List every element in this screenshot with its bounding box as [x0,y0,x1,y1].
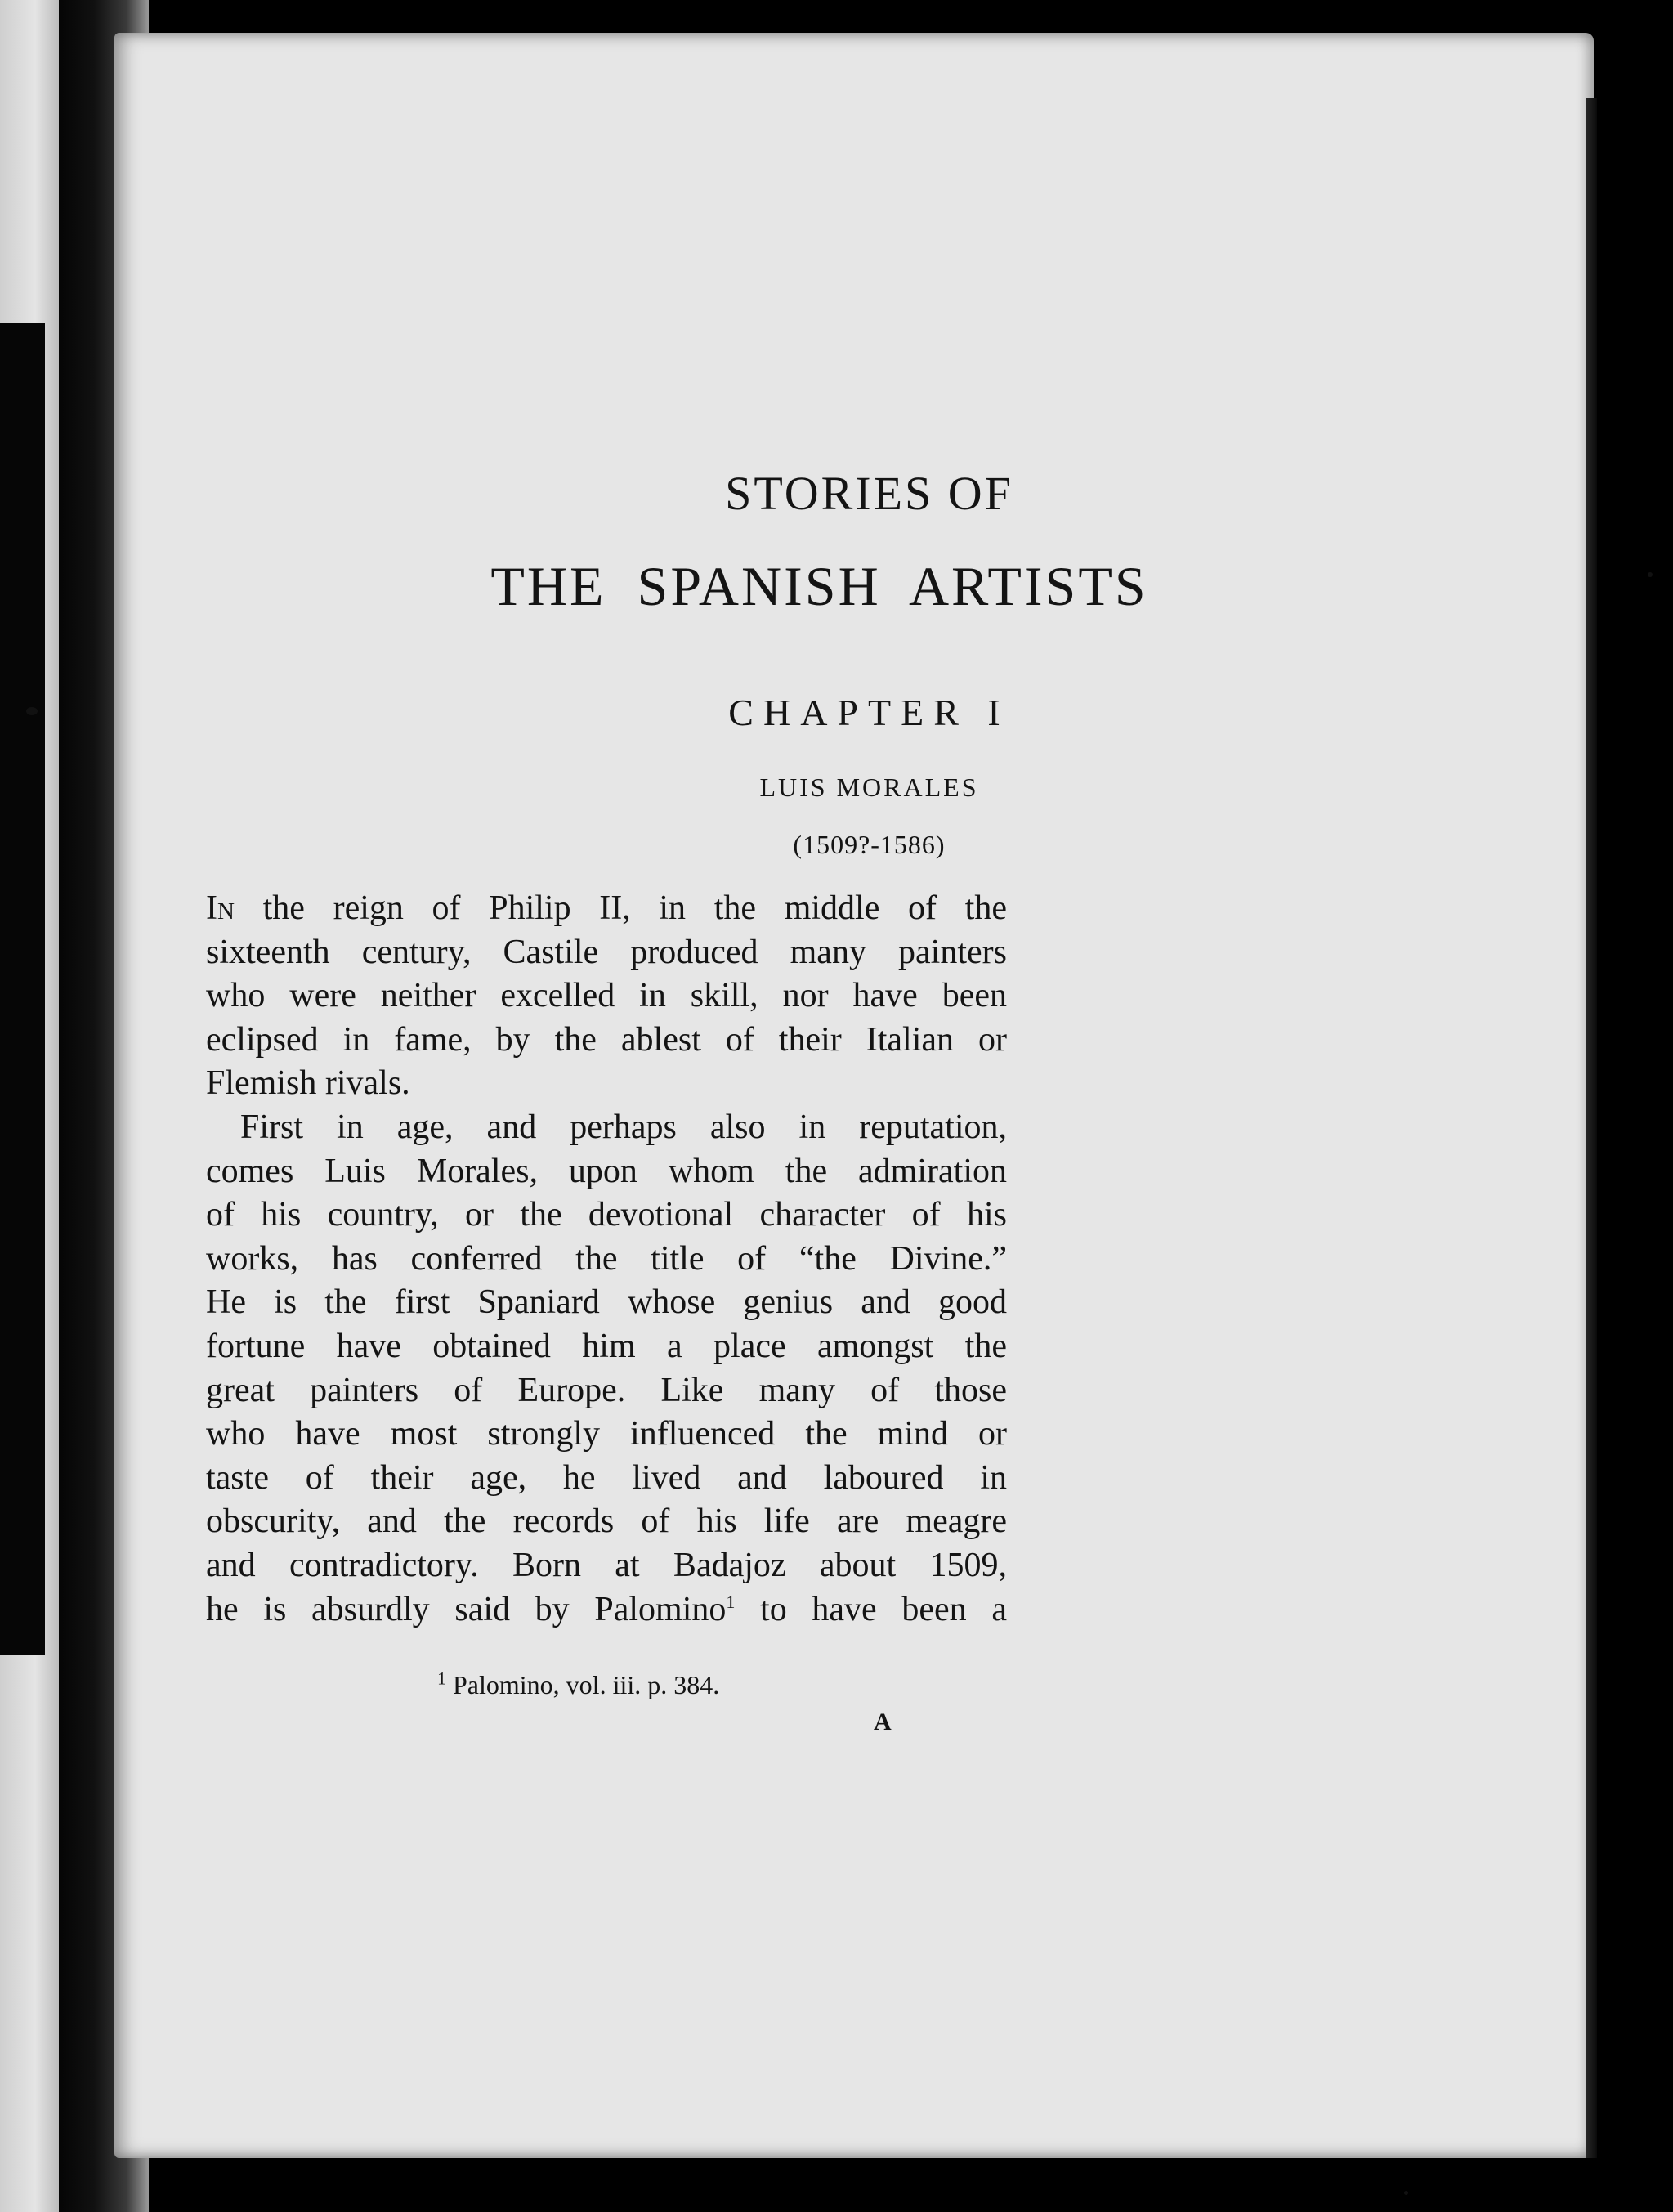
text-line: Flemish rivals. [206,1064,410,1103]
footnote-text: Palomino, vol. iii. p. 384. [453,1670,720,1699]
scan-speck [1404,2191,1408,2195]
text-line: obscurity, and the records of his life are meagre [206,1502,1007,1541]
text-line: great painters of Europe. Like many of those [206,1371,1007,1409]
paragraph [206,887,1007,1106]
text-line: He is the first Spaniard whose genius and good [206,1283,1007,1322]
text-line: and contradictory. Born at Badajoz about 1509, [206,1546,1007,1584]
text-line: comes Luis Morales, upon whom the admiration [206,1152,1007,1190]
chapter-heading: CHAPTER I [728,692,1010,733]
text-line: works, has conferred the title of “the Divine.” [206,1239,1007,1278]
page-right-edge [1586,98,1597,2158]
book-title-line-2: THE SPANISH ARTISTS [490,555,1148,617]
footnote [437,1670,719,1700]
text-line: fortune have obtained him a place amongst the [206,1327,1007,1365]
text-line: of his country, or the devotional character of his [206,1196,1007,1234]
chapter-dates: (1509?-1586) [793,830,946,859]
text-line: eclipsed in fame, by the ablest of their Italian or [206,1020,1007,1059]
text-line: he is absurdly said by Palomino$^1$ to have been a [206,1590,1007,1628]
text-line: who were neither excelled in skill, nor have been [206,977,1007,1015]
text-line: taste of their age, he lived and laboured in [206,1458,1007,1497]
body-text [206,887,1007,1632]
scan-right-margin [1594,0,1673,2212]
signature-mark: A [874,1708,892,1735]
text-line: In the reign of Philip II, in the middle of the [206,889,1007,927]
text-line: who have most strongly influenced the mind or [206,1415,1007,1453]
footnote-marker: 1 [437,1668,446,1689]
scan-left-dark-panel [0,323,45,1655]
paragraph [206,1106,1007,1632]
text-line: sixteenth century, Castile produced many painters [206,933,1007,971]
chapter-subject: LUIS MORALES [759,772,979,802]
text-line: First in age, and perhaps also in reputation, [240,1108,1007,1146]
footnote-reference: 1 [726,1591,736,1612]
book-title-line-1: STORIES OF [725,467,1013,520]
opening-word: In [206,889,235,927]
